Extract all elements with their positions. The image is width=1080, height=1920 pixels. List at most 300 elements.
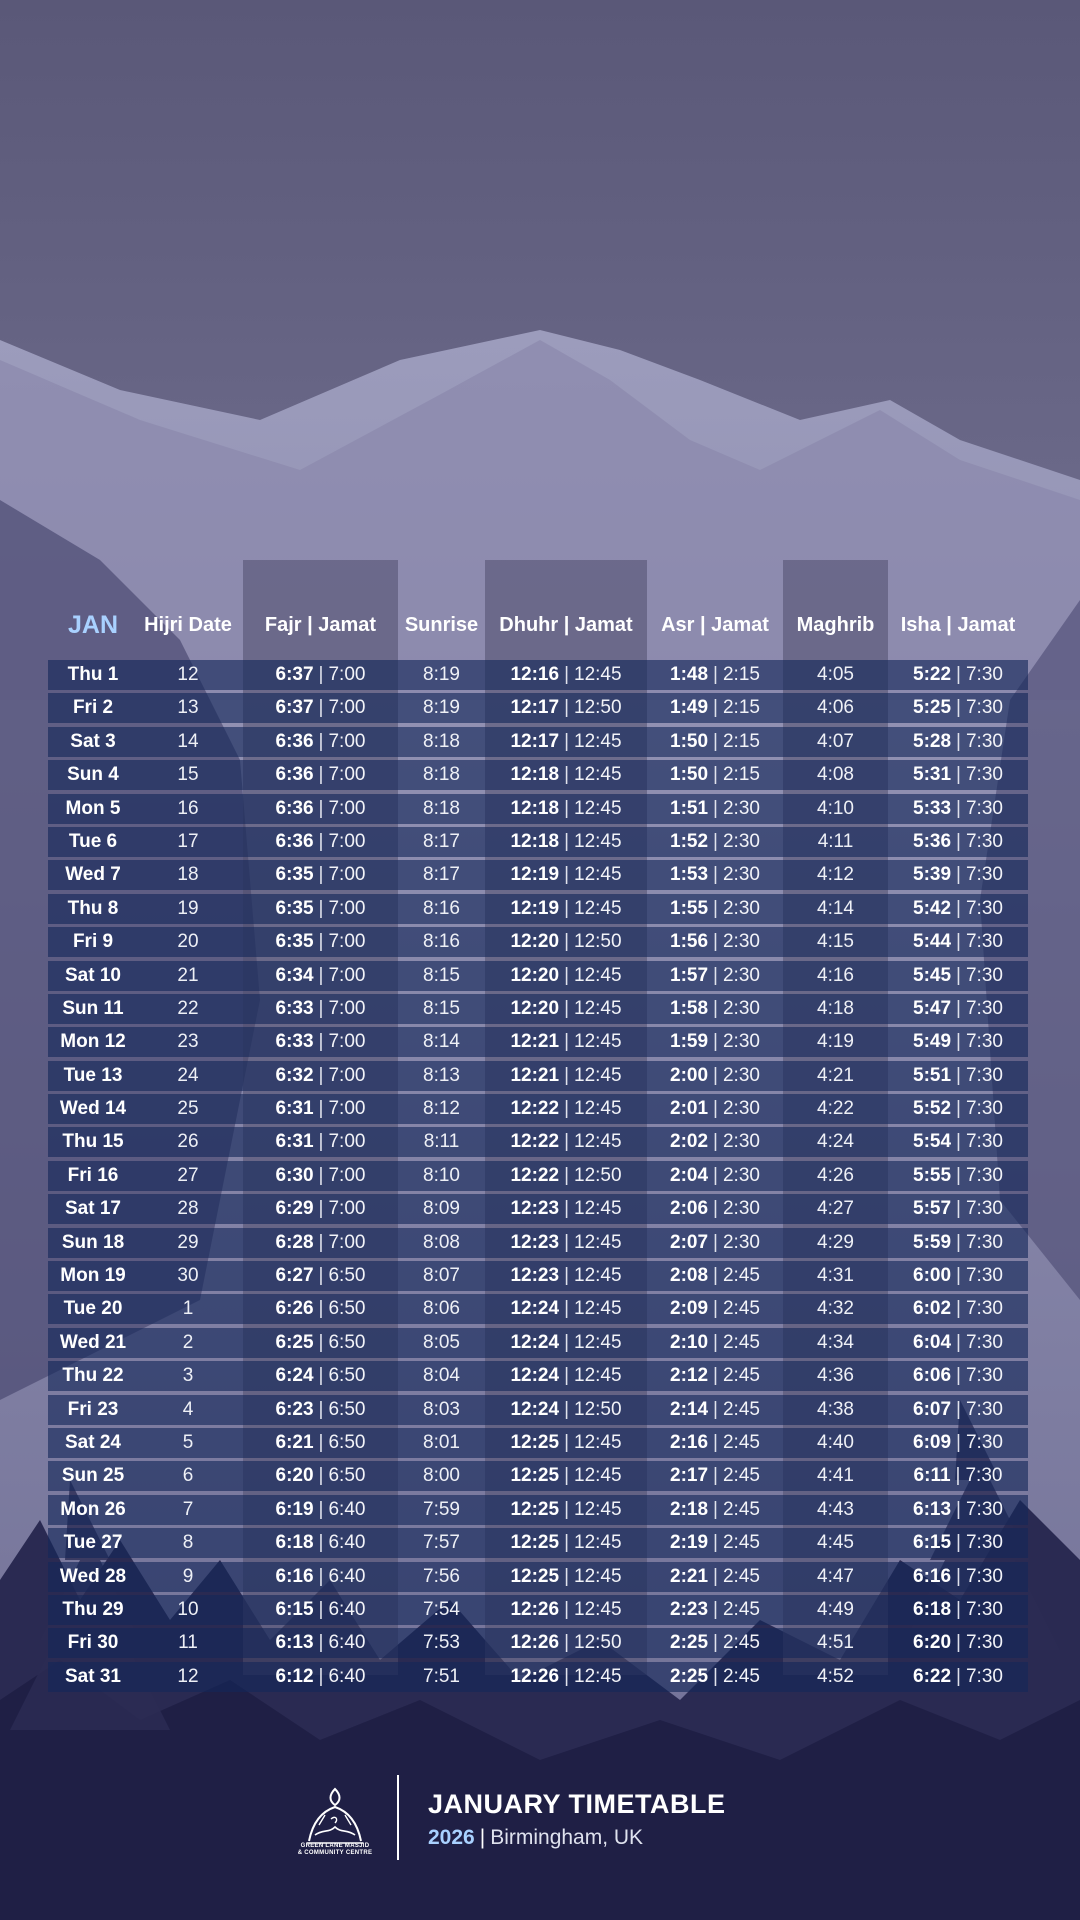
asr-jamat-time: 2:30 — [722, 830, 760, 852]
prayer-timetable — [48, 560, 1028, 1695]
dhuhr-cell — [485, 1127, 647, 1157]
dhuhr-jamat-time: 12:45 — [574, 1532, 622, 1554]
time-separator: | — [318, 1565, 324, 1587]
isha-jamat-time: 7:30 — [965, 1498, 1003, 1520]
asr-start-time: 2:09 — [670, 1298, 709, 1320]
day-cell: Mon 19 — [60, 1265, 126, 1287]
dhuhr-jamat-time: 12:45 — [574, 1431, 622, 1453]
fajr-start-time: 6:16 — [275, 1565, 314, 1587]
fajr-start-time: 6:37 — [275, 664, 314, 685]
dhuhr-cell — [485, 760, 647, 790]
isha-jamat-time: 7:30 — [965, 664, 1003, 685]
isha-start-time: 5:57 — [913, 1198, 952, 1220]
dhuhr-cell — [485, 1094, 647, 1124]
dhuhr-cell — [485, 1428, 647, 1458]
asr-cell — [647, 1361, 783, 1391]
dhuhr-start-time: 12:23 — [510, 1265, 560, 1287]
dhuhr-start-time: 12:25 — [510, 1532, 560, 1554]
maghrib-cell: 4:43 — [817, 1498, 854, 1520]
table-row — [48, 1328, 1028, 1361]
maghrib-cell: 4:08 — [817, 764, 854, 786]
hijri-date-header: Hijri Date — [144, 613, 232, 636]
time-separator: | — [956, 730, 961, 752]
asr-start-time: 1:56 — [670, 931, 709, 953]
fajr-start-time: 6:29 — [275, 1198, 314, 1220]
fajr-start-time: 6:35 — [275, 864, 314, 886]
maghrib-header: Maghrib — [796, 613, 875, 636]
day-cell: Wed 21 — [59, 1331, 127, 1353]
sunrise-cell: 8:16 — [423, 897, 460, 919]
time-separator: | — [318, 931, 324, 953]
day-cell: Sat 31 — [65, 1665, 121, 1687]
asr-jamat-time: 2:30 — [722, 864, 760, 886]
day-cell: Tue 6 — [68, 830, 118, 852]
sunrise-cell: 7:53 — [423, 1632, 460, 1654]
hijri-date-cell: 29 — [177, 1231, 199, 1253]
sunrise-cell: 7:56 — [423, 1565, 460, 1587]
asr-cell — [647, 1061, 783, 1091]
isha-jamat-time: 7:30 — [965, 1632, 1003, 1654]
sunrise-cell: 8:09 — [423, 1198, 460, 1220]
fajr-cell — [243, 1461, 398, 1491]
fajr-start-time: 6:33 — [275, 1031, 314, 1053]
isha-cell — [888, 1061, 1028, 1091]
time-separator: | — [564, 1632, 569, 1654]
isha-start-time: 6:04 — [913, 1331, 952, 1353]
time-separator: | — [564, 664, 569, 685]
fajr-jamat-time: 6:50 — [328, 1431, 366, 1453]
time-separator: | — [318, 1398, 324, 1420]
day-cell: Sun 25 — [61, 1465, 125, 1487]
sunrise-cell: 8:15 — [423, 964, 460, 986]
asr-start-time: 2:01 — [670, 1098, 709, 1120]
isha-cell — [888, 1328, 1028, 1358]
asr-start-time: 1:49 — [670, 697, 709, 719]
day-cell: Thu 8 — [67, 897, 119, 919]
isha-start-time: 6:13 — [913, 1498, 952, 1520]
asr-cell — [647, 1261, 783, 1291]
isha-start-time: 6:11 — [913, 1465, 951, 1487]
asr-cell — [647, 693, 783, 723]
table-row — [48, 1027, 1028, 1060]
table-row — [48, 1161, 1028, 1194]
day-cell: Mon 26 — [60, 1498, 126, 1520]
fajr-jamat-time: 7:00 — [328, 797, 366, 819]
isha-start-time: 5:39 — [913, 864, 952, 886]
fajr-start-time: 6:15 — [275, 1598, 314, 1620]
time-separator: | — [713, 931, 718, 953]
sunrise-cell: 8:18 — [423, 764, 460, 786]
fajr-jamat-time: 7:00 — [328, 664, 366, 685]
maghrib-cell: 4:31 — [817, 1265, 854, 1287]
time-separator: | — [713, 1331, 718, 1353]
day-cell: Mon 12 — [60, 1031, 126, 1053]
fajr-cell — [243, 727, 398, 757]
dhuhr-start-time: 12:16 — [510, 664, 560, 685]
time-separator: | — [318, 797, 324, 819]
isha-jamat-time: 7:30 — [965, 1365, 1003, 1387]
table-row — [48, 1194, 1028, 1227]
dhuhr-cell — [485, 1461, 647, 1491]
fajr-jamat-time: 7:00 — [328, 697, 366, 719]
dhuhr-cell — [485, 1395, 647, 1425]
dhuhr-cell — [485, 1595, 647, 1625]
fajr-start-time: 6:37 — [275, 697, 314, 719]
dhuhr-start-time: 12:21 — [510, 1064, 560, 1086]
fajr-cell — [243, 660, 398, 690]
maghrib-cell: 4:07 — [817, 730, 854, 752]
day-cell: Thu 1 — [67, 664, 119, 685]
isha-jamat-time: 7:30 — [965, 1198, 1003, 1220]
time-separator: | — [713, 764, 718, 786]
asr-cell — [647, 660, 783, 690]
dhuhr-jamat-time: 12:45 — [574, 964, 622, 986]
table-row — [48, 1294, 1028, 1327]
time-separator: | — [713, 1064, 718, 1086]
isha-jamat-time: 7:30 — [965, 1265, 1003, 1287]
asr-jamat-time: 2:30 — [722, 997, 760, 1019]
fajr-start-time: 6:18 — [275, 1532, 314, 1554]
fajr-start-time: 6:13 — [275, 1632, 314, 1654]
fajr-cell — [243, 860, 398, 890]
maghrib-cell: 4:18 — [817, 997, 854, 1019]
maghrib-cell: 4:22 — [817, 1098, 854, 1120]
isha-start-time: 6:06 — [913, 1365, 952, 1387]
isha-cell — [888, 1562, 1028, 1592]
table-row — [48, 961, 1028, 994]
asr-jamat-time: 2:30 — [722, 897, 760, 919]
time-separator: | — [318, 1598, 324, 1620]
fajr-start-time: 6:30 — [275, 1164, 314, 1186]
asr-start-time: 2:21 — [670, 1565, 709, 1587]
isha-cell — [888, 860, 1028, 890]
isha-start-time: 5:59 — [913, 1231, 952, 1253]
dhuhr-start-time: 12:20 — [510, 997, 560, 1019]
sunrise-cell: 8:05 — [423, 1331, 460, 1353]
time-separator: | — [713, 1632, 718, 1654]
dhuhr-jamat-time: 12:45 — [574, 897, 622, 919]
hijri-date-cell: 6 — [182, 1465, 194, 1487]
time-separator: | — [318, 964, 324, 986]
asr-cell — [647, 1528, 783, 1558]
isha-jamat-time: 7:30 — [965, 864, 1003, 886]
table-row — [48, 1495, 1028, 1528]
maghrib-cell: 4:11 — [817, 830, 854, 852]
time-separator: | — [713, 1098, 718, 1120]
fajr-cell — [243, 1528, 398, 1558]
dhuhr-start-time: 12:24 — [510, 1398, 560, 1420]
isha-cell — [888, 1495, 1028, 1525]
day-cell: Sat 10 — [65, 964, 121, 986]
time-separator: | — [713, 1198, 718, 1220]
time-separator: | — [956, 931, 961, 953]
fajr-start-time: 6:35 — [275, 897, 314, 919]
isha-start-time: 5:33 — [913, 797, 952, 819]
dhuhr-jamat-time: 12:45 — [574, 1231, 622, 1253]
asr-cell — [647, 1094, 783, 1124]
dhuhr-cell — [485, 961, 647, 991]
fajr-jamat-time: 7:00 — [328, 997, 366, 1019]
dhuhr-start-time: 12:22 — [510, 1131, 560, 1153]
fajr-start-time: 6:32 — [275, 1064, 314, 1086]
time-separator: | — [564, 1598, 569, 1620]
fajr-cell — [243, 1562, 398, 1592]
isha-cell — [888, 1361, 1028, 1391]
asr-cell — [647, 1395, 783, 1425]
hijri-date-cell: 30 — [177, 1265, 199, 1287]
dhuhr-cell — [485, 827, 647, 857]
fajr-jamat-time: 7:00 — [328, 830, 366, 852]
asr-cell — [647, 1027, 783, 1057]
asr-jamat-time: 2:45 — [722, 1532, 760, 1554]
isha-jamat-time: 7:30 — [965, 1431, 1003, 1453]
fajr-cell — [243, 927, 398, 957]
dhuhr-start-time: 12:22 — [510, 1098, 560, 1120]
fajr-jamat-time: 7:00 — [328, 1098, 366, 1120]
time-separator: | — [713, 1465, 718, 1487]
time-separator: | — [713, 1431, 718, 1453]
maghrib-cell: 4:24 — [817, 1131, 854, 1153]
isha-jamat-time: 7:30 — [965, 830, 1003, 852]
dhuhr-cell — [485, 1662, 647, 1692]
maghrib-cell: 4:49 — [817, 1598, 854, 1620]
asr-jamat-time: 2:45 — [722, 1598, 760, 1620]
time-separator: | — [713, 1265, 718, 1287]
dhuhr-jamat-time: 12:45 — [574, 830, 622, 852]
time-separator: | — [564, 1365, 569, 1387]
asr-jamat-time: 2:45 — [722, 1665, 760, 1687]
isha-start-time: 5:44 — [913, 931, 952, 953]
time-separator: | — [956, 1031, 961, 1053]
dhuhr-header: Dhuhr | Jamat — [499, 613, 633, 636]
dhuhr-cell — [485, 1228, 647, 1258]
isha-jamat-time: 7:30 — [965, 1164, 1003, 1186]
maghrib-cell: 4:52 — [817, 1665, 854, 1687]
fajr-start-time: 6:23 — [275, 1398, 314, 1420]
isha-cell — [888, 1528, 1028, 1558]
maghrib-cell: 4:36 — [817, 1365, 854, 1387]
hijri-date-cell: 3 — [182, 1365, 194, 1387]
fajr-cell — [243, 1294, 398, 1324]
isha-start-time: 5:47 — [913, 997, 952, 1019]
hijri-date-cell: 12 — [177, 1665, 199, 1687]
hijri-date-cell: 10 — [177, 1598, 199, 1620]
time-separator: | — [318, 897, 324, 919]
time-separator: | — [956, 864, 961, 886]
dhuhr-jamat-time: 12:50 — [574, 1632, 622, 1654]
fajr-cell — [243, 1395, 398, 1425]
dhuhr-cell — [485, 1495, 647, 1525]
asr-cell — [647, 1628, 783, 1658]
fajr-jamat-time: 6:50 — [328, 1365, 366, 1387]
time-separator: | — [318, 697, 324, 719]
dhuhr-jamat-time: 12:45 — [574, 1298, 622, 1320]
time-separator: | — [318, 1031, 324, 1053]
sunrise-cell: 8:16 — [423, 931, 460, 953]
time-separator: | — [955, 1465, 961, 1487]
isha-start-time: 6:07 — [913, 1398, 952, 1420]
asr-start-time: 2:19 — [670, 1532, 709, 1554]
asr-start-time: 1:58 — [670, 997, 709, 1019]
maghrib-cell: 4:21 — [817, 1064, 854, 1086]
time-separator: | — [713, 1398, 718, 1420]
isha-start-time: 6:22 — [913, 1665, 952, 1687]
time-separator: | — [564, 1164, 569, 1186]
time-separator: | — [956, 1498, 961, 1520]
isha-cell — [888, 693, 1028, 723]
fajr-start-time: 6:28 — [275, 1231, 314, 1253]
fajr-cell — [243, 1194, 398, 1224]
asr-start-time: 2:18 — [670, 1498, 709, 1520]
time-separator: | — [956, 1098, 961, 1120]
asr-cell — [647, 961, 783, 991]
table-row — [48, 1628, 1028, 1661]
isha-cell — [888, 727, 1028, 757]
time-separator: | — [713, 797, 718, 819]
asr-start-time: 1:55 — [670, 897, 709, 919]
asr-jamat-time: 2:45 — [722, 1398, 760, 1420]
asr-cell — [647, 994, 783, 1024]
time-separator: | — [713, 997, 718, 1019]
asr-cell — [647, 1228, 783, 1258]
asr-start-time: 2:10 — [670, 1331, 709, 1353]
day-cell: Fri 9 — [72, 931, 114, 953]
time-separator: | — [956, 1598, 961, 1620]
fajr-start-time: 6:21 — [275, 1431, 314, 1453]
table-row — [48, 660, 1028, 693]
dhuhr-jamat-time: 12:45 — [574, 1365, 622, 1387]
sunrise-cell: 8:18 — [423, 730, 460, 752]
fajr-jamat-time: 6:40 — [328, 1598, 366, 1620]
isha-cell — [888, 827, 1028, 857]
asr-jamat-time: 2:45 — [722, 1331, 760, 1353]
year-label: 2026 — [428, 1826, 475, 1849]
asr-start-time: 2:07 — [670, 1231, 709, 1253]
hijri-date-cell: 23 — [177, 1031, 199, 1053]
asr-jamat-time: 2:30 — [722, 1131, 760, 1153]
table-row — [48, 760, 1028, 793]
fajr-cell — [243, 1061, 398, 1091]
fajr-cell — [243, 1428, 398, 1458]
dhuhr-cell — [485, 693, 647, 723]
time-separator: | — [318, 1331, 324, 1353]
dhuhr-cell — [485, 794, 647, 824]
month-label: JAN — [67, 610, 118, 639]
fajr-jamat-time: 7:00 — [328, 1064, 366, 1086]
table-row — [48, 1428, 1028, 1461]
dhuhr-start-time: 12:17 — [510, 730, 560, 752]
isha-cell — [888, 1595, 1028, 1625]
asr-jamat-time: 2:30 — [722, 964, 760, 986]
isha-jamat-time: 7:30 — [965, 897, 1003, 919]
dhuhr-start-time: 12:18 — [510, 797, 560, 819]
time-separator: | — [956, 1164, 961, 1186]
fajr-start-time: 6:36 — [275, 730, 314, 752]
fajr-jamat-time: 6:50 — [328, 1465, 366, 1487]
isha-start-time: 5:52 — [913, 1098, 952, 1120]
isha-cell — [888, 1662, 1028, 1692]
time-separator: | — [564, 964, 569, 986]
asr-cell — [647, 1161, 783, 1191]
table-row — [48, 1461, 1028, 1494]
time-separator: | — [713, 1031, 718, 1053]
asr-start-time: 2:12 — [670, 1365, 709, 1387]
time-separator: | — [956, 1431, 961, 1453]
hijri-date-cell: 1 — [182, 1298, 194, 1320]
isha-jamat-time: 7:30 — [965, 1465, 1003, 1487]
table-row — [48, 1261, 1028, 1294]
isha-cell — [888, 1127, 1028, 1157]
timetable-rows — [48, 660, 1028, 1695]
hijri-date-cell: 15 — [177, 764, 199, 786]
dhuhr-cell — [485, 1161, 647, 1191]
fajr-jamat-time: 6:50 — [328, 1265, 366, 1287]
dhuhr-jamat-time: 12:45 — [574, 997, 622, 1019]
fajr-cell — [243, 961, 398, 991]
dhuhr-jamat-time: 12:45 — [574, 1465, 622, 1487]
dhuhr-jamat-time: 12:45 — [574, 1031, 622, 1053]
asr-start-time: 1:57 — [670, 964, 709, 986]
maghrib-cell: 4:19 — [817, 1031, 854, 1053]
dhuhr-start-time: 12:18 — [510, 830, 560, 852]
dhuhr-jamat-time: 12:45 — [574, 864, 622, 886]
isha-jamat-time: 7:30 — [965, 1665, 1003, 1687]
day-cell: Sat 24 — [65, 1431, 121, 1453]
time-separator: | — [713, 1565, 718, 1587]
isha-start-time: 5:28 — [913, 730, 952, 752]
dhuhr-start-time: 12:25 — [510, 1431, 560, 1453]
fajr-jamat-time: 6:50 — [328, 1298, 366, 1320]
isha-cell — [888, 1261, 1028, 1291]
asr-jamat-time: 2:30 — [722, 1031, 760, 1053]
time-separator: | — [713, 1532, 718, 1554]
sunrise-cell: 7:59 — [423, 1498, 460, 1520]
isha-start-time: 5:54 — [913, 1131, 952, 1153]
asr-start-time: 1:52 — [670, 830, 709, 852]
dhuhr-jamat-time: 12:45 — [574, 1331, 622, 1353]
fajr-jamat-time: 7:00 — [328, 1164, 366, 1186]
hijri-date-cell: 28 — [177, 1198, 199, 1220]
sunrise-cell: 8:14 — [423, 1031, 460, 1053]
time-separator: | — [564, 1265, 569, 1287]
isha-cell — [888, 894, 1028, 924]
asr-jamat-time: 2:30 — [722, 1064, 760, 1086]
isha-header: Isha | Jamat — [900, 613, 1016, 636]
table-row — [48, 1061, 1028, 1094]
time-separator: | — [713, 697, 718, 719]
isha-cell — [888, 1628, 1028, 1658]
time-separator: | — [564, 1298, 569, 1320]
hijri-date-cell: 27 — [177, 1164, 199, 1186]
maghrib-cell: 4:12 — [817, 864, 854, 886]
fajr-cell — [243, 1628, 398, 1658]
asr-jamat-time: 2:45 — [722, 1565, 760, 1587]
time-separator: | — [564, 1031, 569, 1053]
dhuhr-jamat-time: 12:45 — [574, 1265, 622, 1287]
fajr-cell — [243, 994, 398, 1024]
dhuhr-cell — [485, 1027, 647, 1057]
isha-cell — [888, 1428, 1028, 1458]
day-cell: Fri 2 — [72, 697, 114, 719]
isha-start-time: 5:42 — [913, 897, 952, 919]
time-separator: | — [713, 864, 718, 886]
asr-cell — [647, 894, 783, 924]
logo-caption-line-2: & COMMUNITY CENTRE — [297, 1850, 373, 1856]
isha-cell — [888, 1294, 1028, 1324]
logo-caption-line-1: GREEN LANE MASJID — [300, 1843, 370, 1849]
isha-start-time: 5:25 — [913, 697, 952, 719]
time-separator: | — [564, 697, 569, 719]
